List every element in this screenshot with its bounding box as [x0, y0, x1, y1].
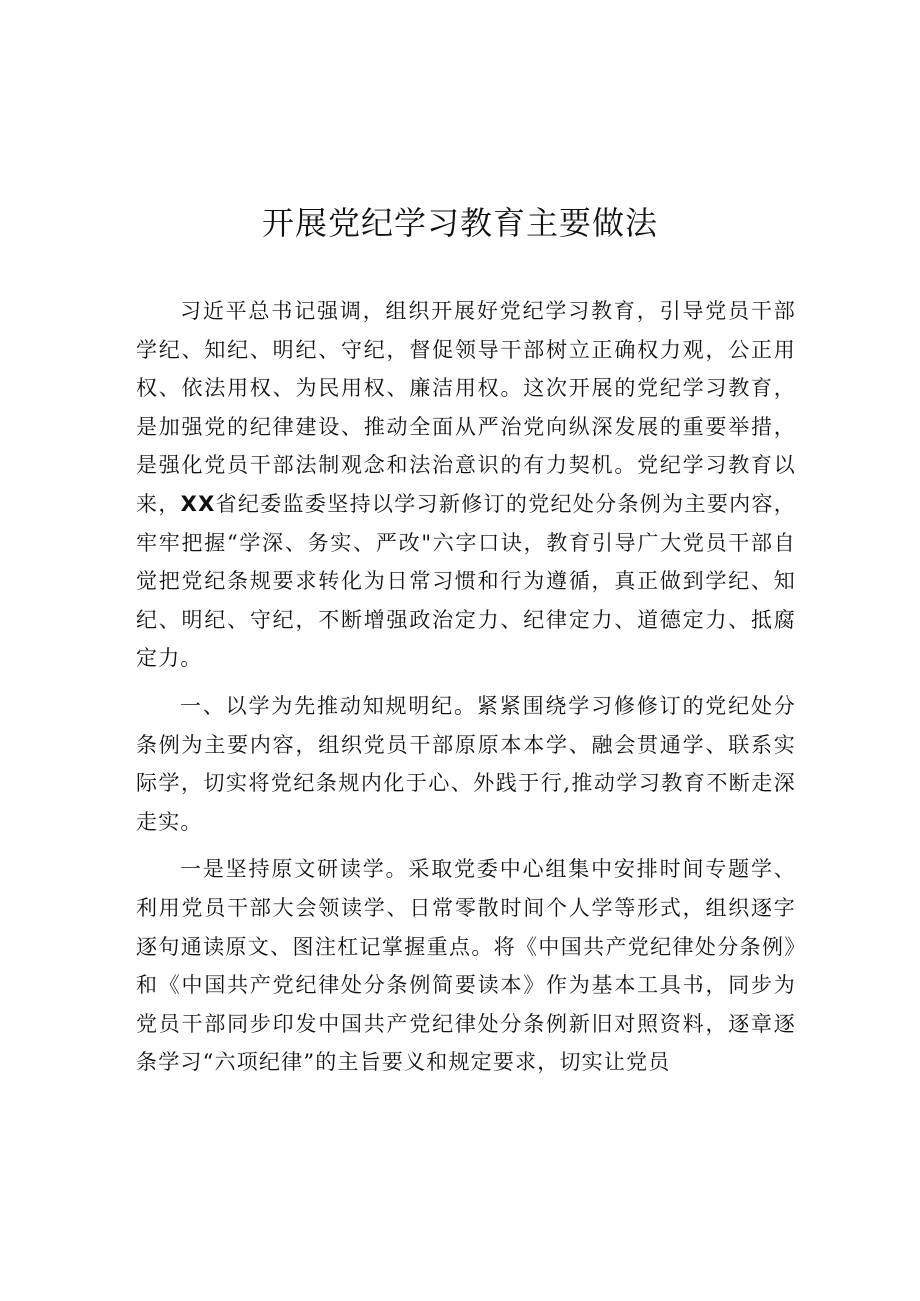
intro-paragraph-province-placeholder: XX	[180, 491, 216, 516]
document-title: 开展党纪学习教育主要做法	[261, 204, 658, 242]
point-one-paragraph: 一是坚持原文研读学。采取党委中心组集中安排时间专题学、利用党员干部大会领读学、日常零散时间个人学等形式，组织逐字逐句通读原文、图注杠记掌握重点。将《中国共产党纪律处分条例》和《中国共产党纪律处分条例简要读本》作为基本工具书，同步为党员干部同步印发中国共产党纪律处分条例新旧对照资料，逐章逐条学习“六项纪律”的主旨要义和规定要求，切实让党员	[136, 857, 796, 1075]
intro-paragraph	[136, 292, 796, 678]
section-one-paragraph: 一、以学为先推动知规明纪。紧紧围绕学习修修订的党纪处分条例为主要内容，组织党员干部原原本本学、融会贯通学、联系实际学，切实将党纪条规内化于心、外践于行,推动学习教育不断走深走实。	[136, 693, 796, 834]
document-body	[136, 292, 796, 1091]
intro-paragraph-text-after: 省纪委监委坚持以学习新修订的党纪处分条例为主要内容，牢牢把握“学深、务实、严改"六字口诀，教育引导广大党员干部自觉把党纪条规要求转化为日常习惯和行为遵循，真正做到学纪、知纪、明纪、守纪，不断增强政治定力、纪律定力、道德定力、抵腐定力。	[136, 491, 797, 671]
intro-paragraph-text-before: 习近平总书记强调，组织开展好党纪学习教育，引导党员干部学纪、知纪、明纪、守纪，督促领导干部树立正确权力观，公正用权、依法用权、为民用权、廉洁用权。这次开展的党纪学习教育，是加强党的纪律建设、推动全面从严治党向纵深发展的重要举措，是强化党员干部法制观念和法治意识的有力契机。党纪学习教育以来，	[136, 299, 796, 516]
